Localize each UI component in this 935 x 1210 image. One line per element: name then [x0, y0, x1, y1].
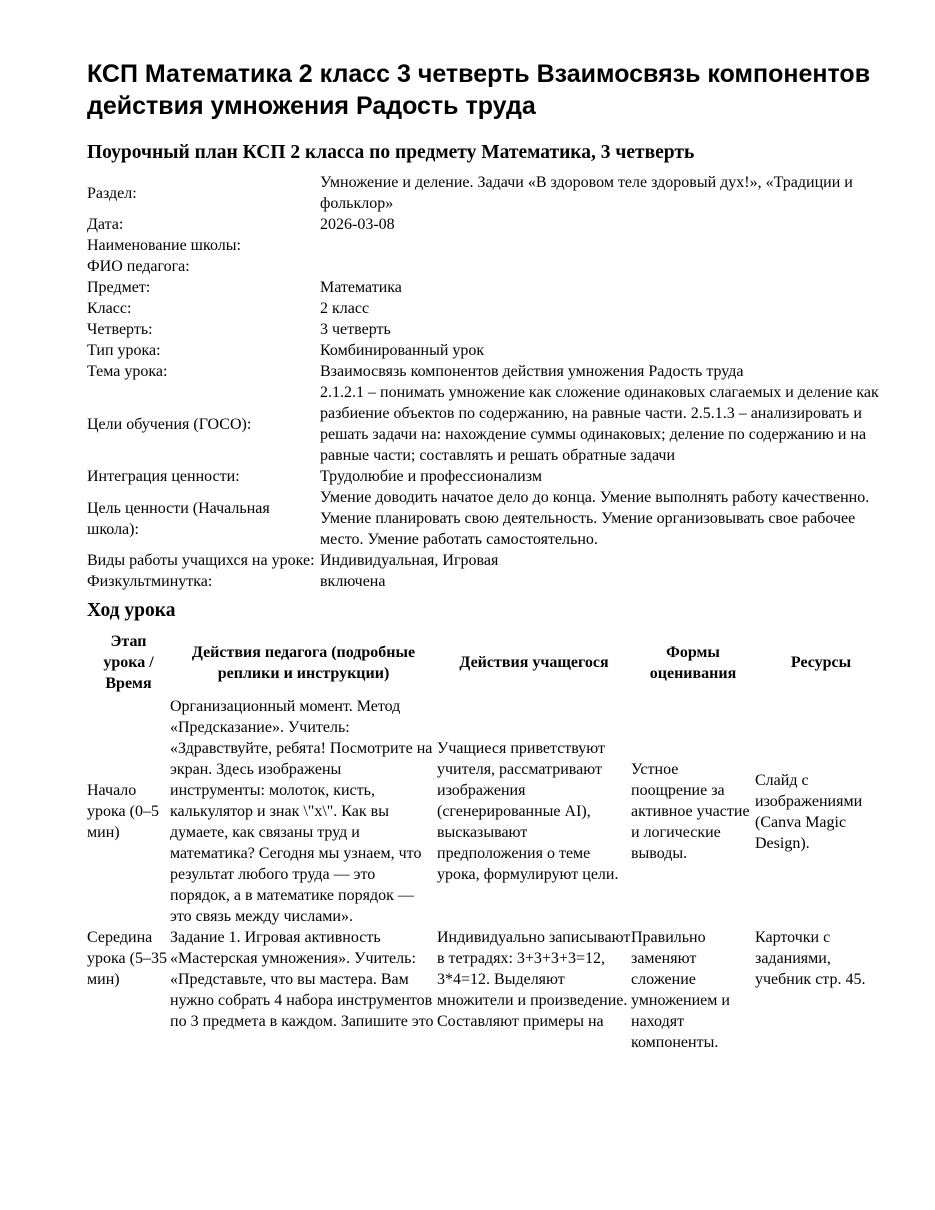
info-value: Математика: [320, 279, 402, 296]
info-key: Дата:: [87, 216, 124, 233]
lesson-table: [87, 631, 887, 1053]
col-header-stage: Этап урока / Время: [103, 633, 154, 692]
cell-student: Индивидуально записывают в тетрадях: 3+3+3+3=12, 3*4=12. Выделяют множители и произведение. Составляют примеры на: [437, 929, 631, 1030]
info-key: Цель ценности (Начальная школа):: [87, 499, 270, 538]
info-value: 3 четверть: [320, 321, 391, 338]
info-key: Виды работы учащихся на уроке:: [87, 552, 315, 569]
document-page: [87, 58, 887, 1053]
info-value: Индивидуальная, Игровая: [320, 552, 499, 569]
info-value: Умножение и деление. Задачи «В здоровом теле здоровый дух!», «Традиции и фольклор»: [320, 174, 853, 212]
col-header-assessment: Формы оценивания: [649, 643, 737, 682]
table-row: [87, 696, 887, 927]
info-key: Предмет:: [87, 279, 151, 296]
info-key: Тема урока:: [87, 363, 168, 380]
table-row: [87, 927, 887, 1053]
info-key: Наименование школы:: [87, 237, 241, 254]
info-row: [87, 235, 885, 256]
cell-student: Учащиеся приветствуют учителя, рассматривают изображения (сгенерированные AI), высказывают предположения о теме урока, формулируют цели.: [437, 740, 619, 883]
col-header-student: Действия учащегося: [459, 654, 609, 671]
col-header-resources: Ресурсы: [790, 654, 852, 671]
info-row: [87, 340, 885, 361]
info-value: включена: [320, 573, 386, 590]
cell-stage: Начало урока (0–5 мин): [87, 782, 159, 841]
info-key: Тип урока:: [87, 342, 161, 359]
info-row: [87, 298, 885, 319]
info-row: [87, 550, 885, 571]
info-value: 2 класс: [320, 300, 370, 317]
cell-stage: Середина урока (5–35 мин): [87, 929, 167, 988]
info-row: [87, 466, 885, 487]
info-key: Класс:: [87, 300, 132, 317]
info-key: Раздел:: [87, 184, 137, 202]
info-row: [87, 319, 885, 340]
info-value: [320, 256, 885, 277]
info-value: 2026-03-08: [320, 216, 395, 233]
info-row: [87, 172, 885, 214]
info-row: [87, 256, 885, 277]
lesson-heading: Ход урока: [87, 600, 176, 621]
plan-heading: Поурочный план КСП 2 класса по предмету Математика, 3 четверть: [87, 142, 695, 163]
info-row: [87, 382, 885, 466]
col-header-teacher: Действия педагога (подробные реплики и инструкции): [191, 643, 416, 682]
info-value: Умение доводить начатое дело до конца. Умение выполнять работу качественно. Умение планировать свою деятельность. Умение организовывать свое рабочее место. Умение работать самостоятельно.: [320, 489, 870, 548]
info-key: Физкультминутка:: [87, 573, 213, 590]
info-row: [87, 277, 885, 298]
cell-resources: Карточки с заданиями, учебник стр. 45.: [755, 929, 866, 988]
info-value: Трудолюбие и профессионализм: [320, 468, 542, 485]
cell-teacher: Организационный момент. Метод «Предсказание». Учитель: «Здравствуйте, ребята! Посмотрите на экран. Здесь изображены инструменты: молоток, кисть, калькулятор и знак \"x\". Как вы думаете, как связаны труд и математика? Сегодня мы узнаем, что результат любого труда — это порядок, а в математике порядок — это связь между числами».: [170, 698, 433, 925]
info-row: [87, 214, 885, 235]
info-value: [320, 235, 885, 256]
info-row: [87, 571, 885, 592]
info-row: [87, 361, 885, 382]
plan-info-table: [87, 172, 885, 592]
info-value: 2.1.2.1 – понимать умножение как сложение одинаковых слагаемых и деление как разбиение объектов по содержанию, на равные части. 2.5.1.3 – анализировать и решать задачи на: нахождение суммы одинаковых; деление по содержанию и на равные части; составлять и решать обратные задачи: [320, 384, 879, 464]
cell-teacher: Задание 1. Игровая активность «Мастерская умножения». Учитель: «Представьте, что вы мастера. Вам нужно собрать 4 набора инструментов по 3 предмета в каждом. Запишите это: [170, 929, 434, 1030]
cell-assessment: Устное поощрение за активное участие и логические выводы.: [631, 761, 750, 862]
cell-assessment: Правильно заменяют сложение умножением и находят компоненты.: [631, 929, 730, 1051]
info-key: Четверть:: [87, 321, 153, 338]
info-key: Интеграция ценности:: [87, 468, 240, 485]
info-value: Взаимосвязь компонентов действия умножения Радость труда: [320, 363, 744, 380]
info-row: [87, 487, 885, 550]
info-value: Комбинированный урок: [320, 342, 485, 359]
document-title: КСП Математика 2 класс 3 четверть Взаимосвязь компонентов действия умножения Радость труда: [87, 60, 871, 120]
lesson-header-row: [87, 631, 887, 696]
cell-resources: Слайд с изображениями (Canva Magic Design).: [755, 771, 863, 852]
info-key: ФИО педагога:: [87, 258, 190, 275]
info-key: Цели обучения (ГОСО):: [87, 415, 252, 433]
